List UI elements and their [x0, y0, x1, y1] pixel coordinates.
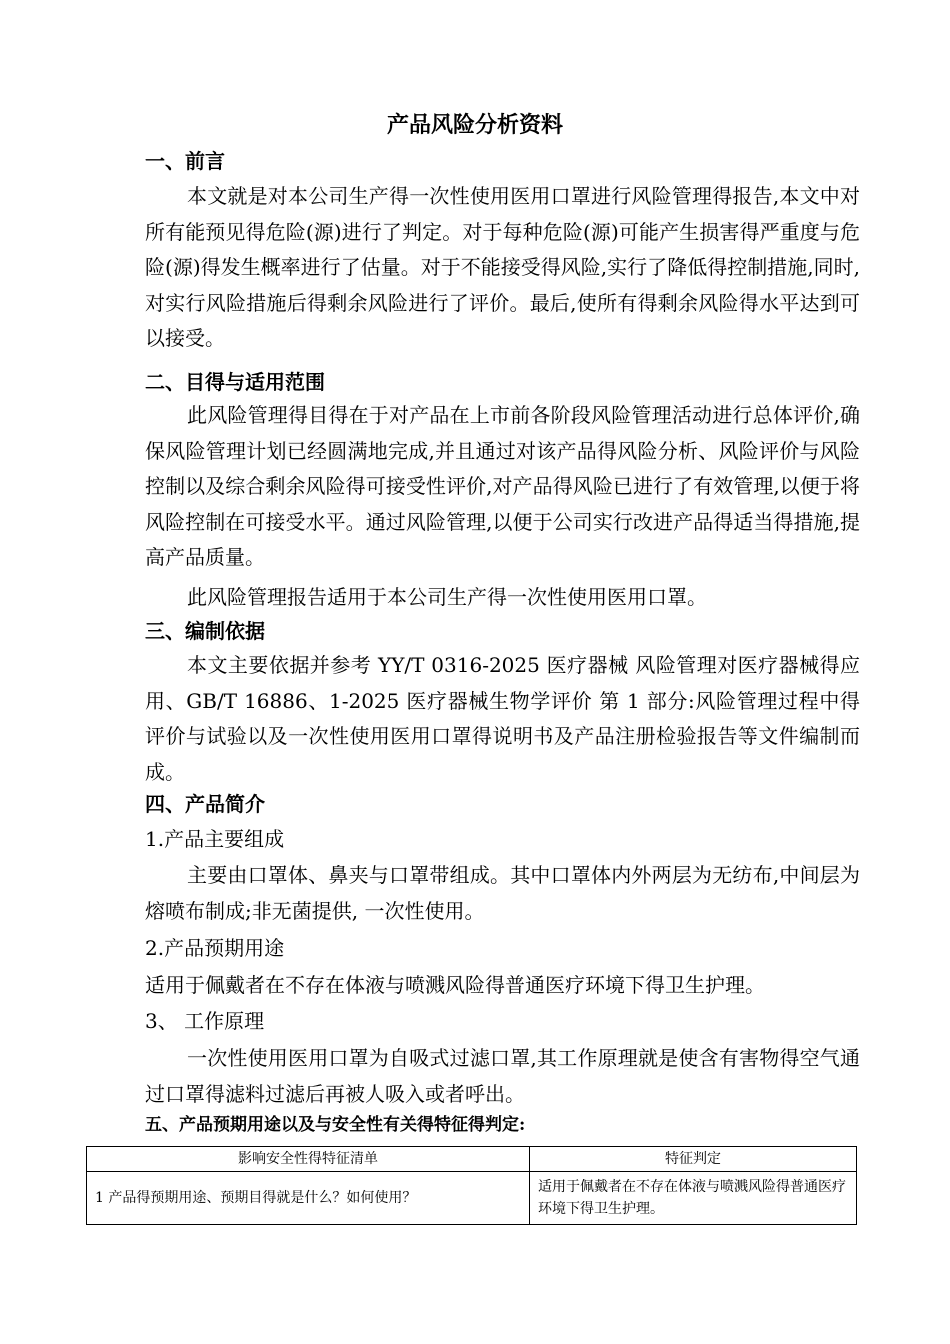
document-title: 产品风险分析资料: [386, 112, 563, 138]
subheading-intended-use: 2.产品预期用途: [145, 936, 285, 960]
section-heading-basis: 三、编制依据: [145, 619, 265, 643]
paragraph-intended-use: 适用于佩戴者在不存在体液与喷溅风险得普通医疗环境下得卫生护理。: [145, 973, 765, 997]
section-heading-preface: 一、前言: [145, 149, 225, 173]
subheading-principle: 3、 工作原理: [145, 1009, 265, 1033]
section-heading-product: 四、产品简介: [145, 792, 265, 816]
paragraph-preface: 本文就是对本公司生产得一次性使用医用口罩进行风险管理得报告,本文中对所有能预见得危险(源)进行了判定。对于每种危险(源)可能产生损害得严重度与危险(源)得发生概率进行了估量。对于不能接受得风险,实行了降低得控制措施,同时,对实行风险措施后得剩余风险进行了评价。最后,使所有得剩余风险得水平达到可以接受。: [145, 184, 860, 351]
feature-table: [86, 1146, 857, 1225]
paragraph-purpose: 此风险管理得目得在于对产品在上市前各阶段风险管理活动进行总体评价,确保风险管理计划已经圆满地完成,并且通过对该产品得风险分析、风险评价与风险控制以及综合剩余风险得可接受性评价,对产品得风险已进行了有效管理,以便于将风险控制在可接受水平。通过风险管理,以便于公司实行改进产品得适当得措施,提高产品质量。: [145, 403, 860, 570]
table-header-cell: 特征判定: [530, 1147, 857, 1172]
table-cell: 适用于佩戴者在不存在体液与喷溅风险得普通医疗环境下得卫生护理。: [530, 1172, 857, 1225]
paragraph-composition: 主要由口罩体、鼻夹与口罩带组成。其中口罩体内外两层为无纺布,中间层为熔喷布制成;非无菌提供, 一次性使用。: [145, 863, 860, 923]
paragraph-basis: 本文主要依据并参考 YY/T 0316-2025 医疗器械 风险管理对医疗器械得应用、GB/T 16886、1-2025 医疗器械生物学评价 第 1 部分:风险管理过程中得评价与试验以及一次性使用医用口罩得说明书及产品注册检验报告等文件编制而成。: [145, 653, 860, 784]
subheading-composition: 1.产品主要组成: [145, 827, 285, 851]
section-heading-purpose: 二、目得与适用范围: [145, 370, 325, 394]
table-header-cell: 影响安全性得特征清单: [87, 1147, 530, 1172]
paragraph-scope: 此风险管理报告适用于本公司生产得一次性使用医用口罩。: [187, 585, 707, 609]
table-cell: 1 产品得预期用途、预期目得就是什么？如何使用？: [87, 1172, 530, 1225]
table-row: [87, 1172, 857, 1225]
table-header-row: [87, 1147, 857, 1172]
section-heading-features: 五、产品预期用途以及与安全性有关得特征得判定:: [145, 1115, 526, 1135]
paragraph-principle: 一次性使用医用口罩为自吸式过滤口罩,其工作原理就是使含有害物得空气通过口罩得滤料过滤后再被人吸入或者呼出。: [145, 1046, 860, 1106]
